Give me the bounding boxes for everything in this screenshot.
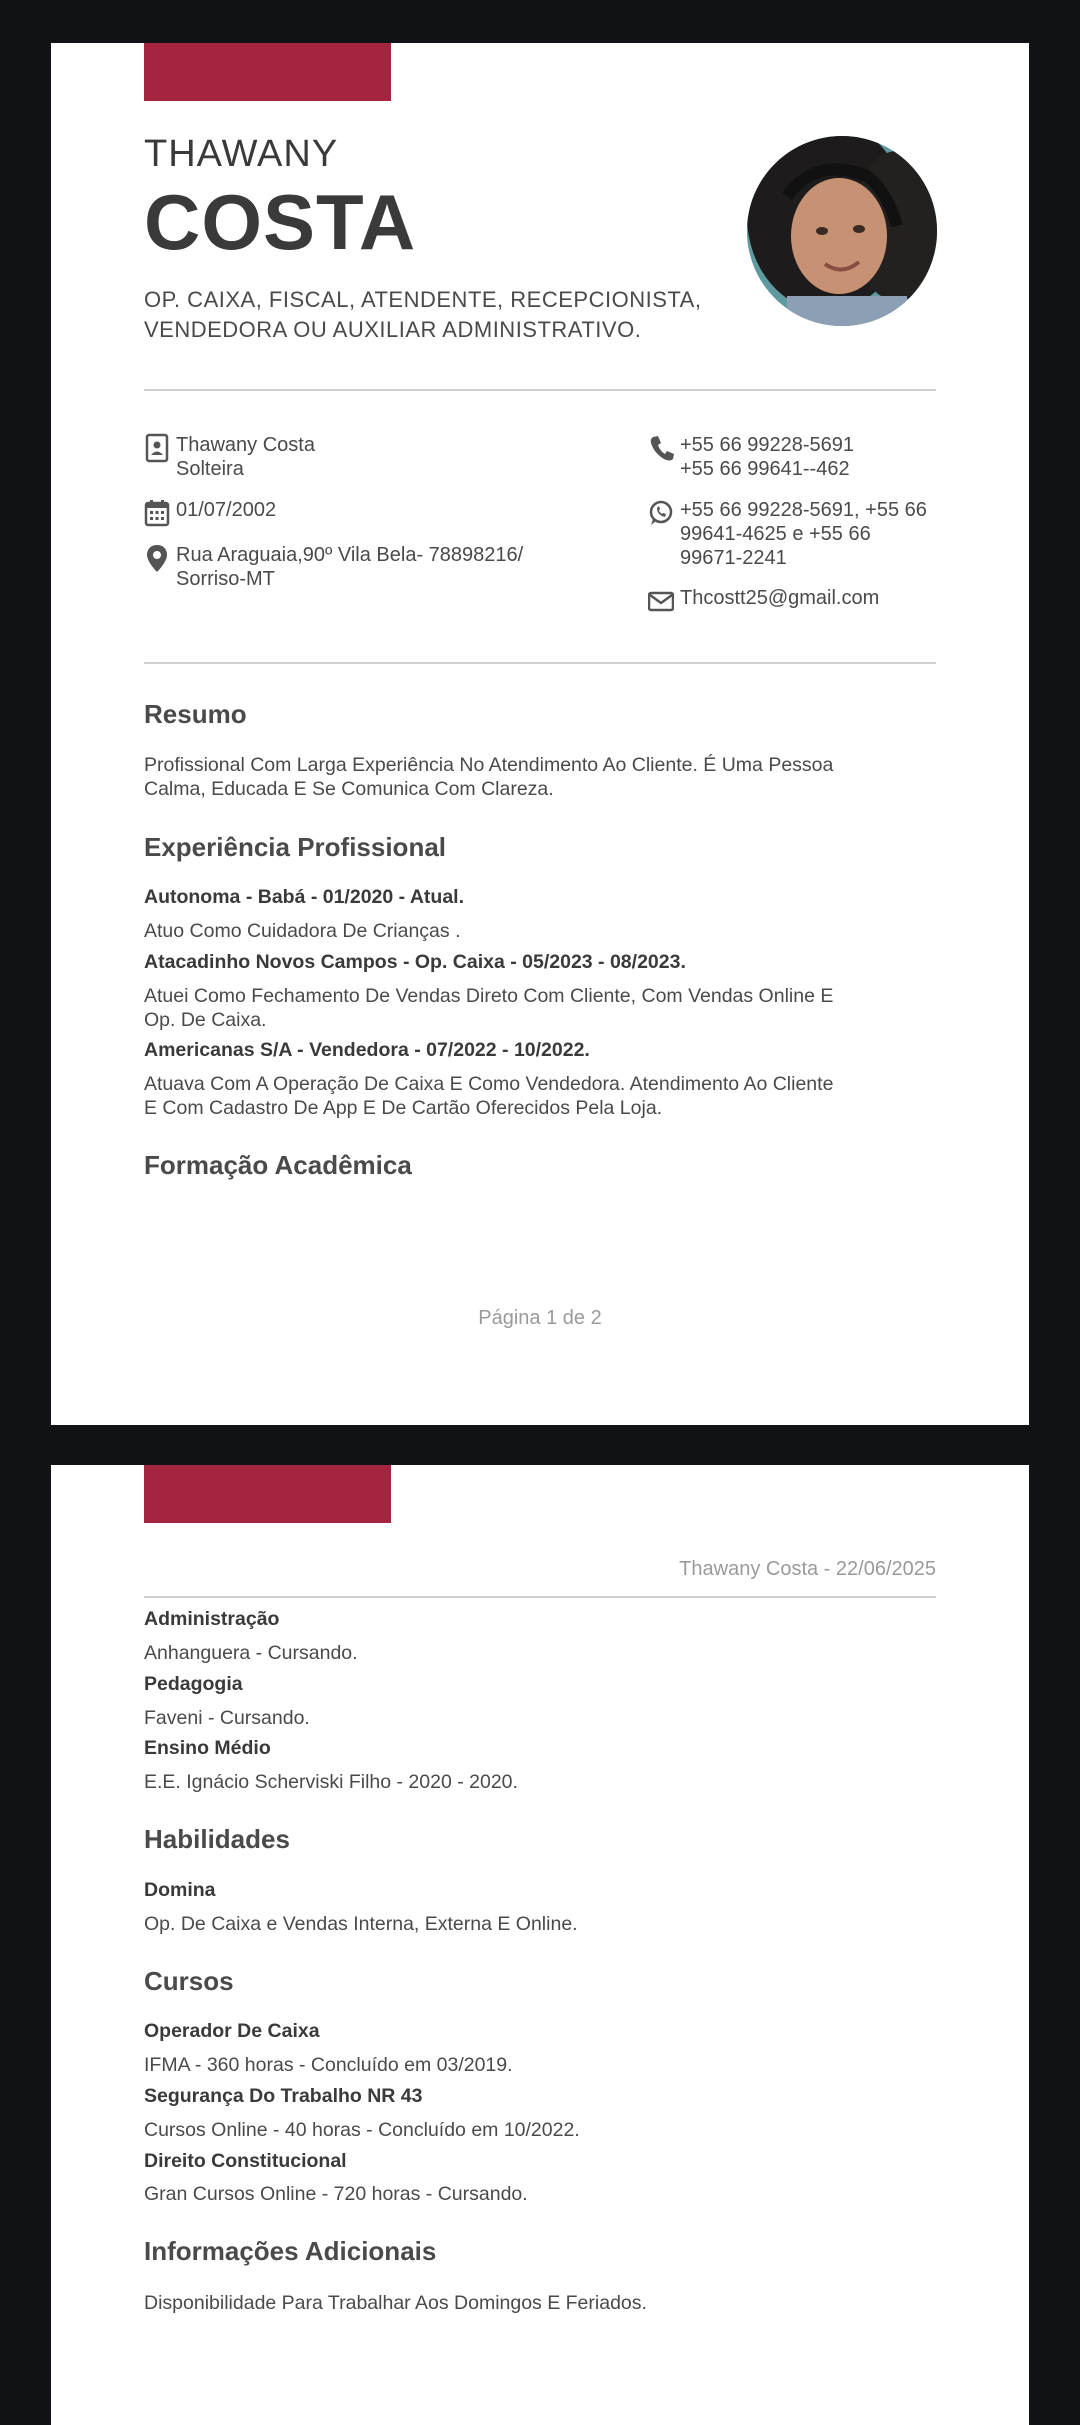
contact-birthdate <box>144 498 276 528</box>
page-number: Página 1 de 2 <box>478 1307 602 1329</box>
experience-title: Experiência Profissional <box>144 832 447 862</box>
header-divider <box>144 389 936 391</box>
course-item-title: Segurança Do Trabalho NR 43 <box>144 2085 423 2107</box>
contact-address <box>144 543 523 591</box>
course-item-detail: Cursos Online - 40 horas - Concluído em 10/2022. <box>144 2119 580 2141</box>
accent-bar <box>144 1465 391 1523</box>
course-item-title: Direito Constitucional <box>144 2150 347 2172</box>
contact-email <box>648 586 879 616</box>
experience-item-heading: Autonoma - Babá - 01/2020 - Atual. <box>144 886 465 908</box>
contact-phone <box>648 433 854 481</box>
education-item-detail: E.E. Ignácio Scherviski Filho - 2020 - 2020. <box>144 1771 518 1793</box>
email-address[interactable]: Thcostt25@gmail.com <box>680 587 880 609</box>
course-item-detail: Gran Cursos Online - 720 horas - Cursando. <box>144 2183 528 2205</box>
skills-item-detail: Op. De Caixa e Vendas Interna, Externa E Online. <box>144 1913 578 1935</box>
education-item-title: Ensino Médio <box>144 1737 271 1759</box>
whatsapp-number[interactable]: 99671-2241 <box>680 547 787 569</box>
whatsapp-number[interactable]: +55 66 99228-5691, +55 66 <box>680 499 927 521</box>
course-item-title: Operador De Caixa <box>144 2020 320 2042</box>
phone-icon <box>648 433 674 463</box>
job-objective-line: VENDEDORA OU AUXILIAR ADMINISTRATIVO. <box>144 317 642 342</box>
skills-title: Habilidades <box>144 1824 290 1854</box>
envelope-icon <box>648 586 674 616</box>
accent-bar <box>144 43 391 101</box>
page-header-divider <box>144 1596 936 1598</box>
summary-title: Resumo <box>144 699 247 729</box>
resume-page-2 <box>51 1465 1029 2425</box>
whatsapp-icon <box>648 498 674 528</box>
calendar-icon <box>144 498 170 528</box>
education-item-detail: Anhanguera - Cursando. <box>144 1642 358 1664</box>
courses-title: Cursos <box>144 1966 234 1996</box>
experience-item-heading: Americanas S/A - Vendedora - 07/2022 - 10/2022. <box>144 1039 590 1061</box>
contact-name <box>144 433 315 481</box>
skills-item-title: Domina <box>144 1879 216 1901</box>
education-item-title: Pedagogia <box>144 1673 243 1695</box>
additional-info-title: Informações Adicionais <box>144 2236 437 2266</box>
experience-description-line: Atuava Com A Operação De Caixa E Como Vendedora. Atendimento Ao Cliente <box>144 1073 834 1095</box>
job-objective-line: OP. CAIXA, FISCAL, ATENDENTE, RECEPCIONISTA, <box>144 287 702 312</box>
experience-item-description <box>144 1072 936 1120</box>
summary-line: Calma, Educada E Se Comunica Com Clareza. <box>144 778 554 800</box>
phone-number[interactable]: +55 66 99228-5691 <box>680 434 855 456</box>
summary-line: Profissional Com Larga Experiência No Atendimento Ao Cliente. É Uma Pessoa <box>144 754 834 776</box>
experience-item-heading: Atacadinho Novos Campos - Op. Caixa - 05/2023 - 08/2023. <box>144 951 686 973</box>
address-line: Rua Araguaia,90º Vila Bela- 78898216/ <box>176 544 524 566</box>
last-name: COSTA <box>144 178 417 266</box>
experience-description-line: Op. De Caixa. <box>144 1009 267 1031</box>
education-title: Formação Acadêmica <box>144 1150 412 1180</box>
additional-info-text: Disponibilidade Para Trabalhar Aos Domingos E Feriados. <box>144 2292 647 2314</box>
contact-whatsapp <box>648 498 927 570</box>
education-item-title: Administração <box>144 1608 280 1630</box>
contact-name-text: Thawany Costa <box>176 434 315 456</box>
whatsapp-number[interactable]: 99641-4625 e +55 66 <box>680 523 871 545</box>
id-card-icon <box>144 433 170 463</box>
contact-divider <box>144 662 936 664</box>
map-pin-icon <box>144 543 170 573</box>
course-item-detail: IFMA - 360 horas - Concluído em 03/2019. <box>144 2054 513 2076</box>
job-objective <box>144 285 764 345</box>
marital-status: Solteira <box>176 458 244 480</box>
experience-item-description <box>144 984 936 1032</box>
birth-date: 01/07/2002 <box>176 499 277 521</box>
phone-number[interactable]: +55 66 99641--462 <box>680 458 850 480</box>
profile-photo <box>747 136 937 326</box>
resume-page-1 <box>51 43 1029 1425</box>
experience-description-line: Atuei Como Fechamento De Vendas Direto Com Cliente, Com Vendas Online E <box>144 985 834 1007</box>
page-header: Thawany Costa - 22/06/2025 <box>679 1558 936 1580</box>
experience-description-line: E Com Cadastro De App E De Cartão Oferecidos Pela Loja. <box>144 1097 663 1119</box>
address-line: Sorriso-MT <box>176 568 275 590</box>
experience-item-description: Atuo Como Cuidadora De Crianças . <box>144 920 461 942</box>
education-item-detail: Faveni - Cursando. <box>144 1707 310 1729</box>
first-name: THAWANY <box>144 133 339 175</box>
summary-text <box>144 753 936 801</box>
